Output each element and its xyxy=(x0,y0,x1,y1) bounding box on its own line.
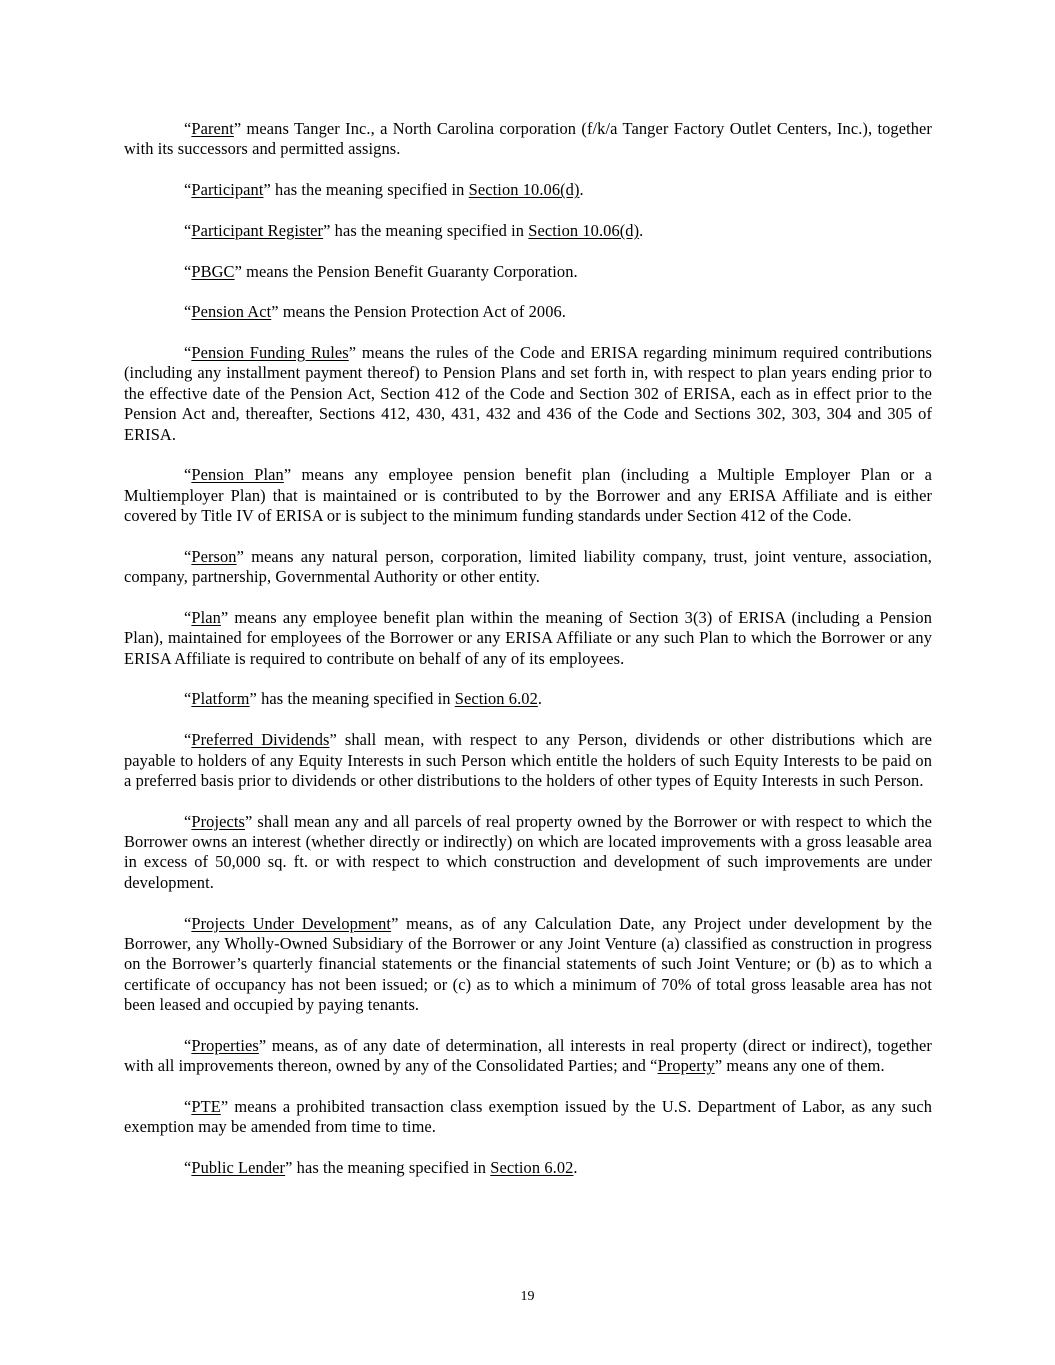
definition-paragraph xyxy=(124,343,932,445)
paragraph-text: ” means a prohibited transaction class exemption issued by the U.S. Department of Labor, as any such exemption may be amended from time to time. xyxy=(124,1096,932,1137)
paragraph-text: . xyxy=(537,689,543,709)
paragraph-text: “ xyxy=(184,1158,192,1178)
definition-paragraph xyxy=(124,914,932,1016)
definition-paragraph xyxy=(124,262,932,282)
paragraph-text: ” means the Pension Protection Act of 2006. xyxy=(271,302,566,322)
defined-term: Preferred Dividends xyxy=(191,730,330,750)
definition-paragraph xyxy=(124,689,932,709)
paragraph-text: “ xyxy=(184,689,192,709)
defined-term: Public Lender xyxy=(191,1158,286,1178)
paragraph-text: “ xyxy=(184,220,192,240)
definition-paragraph xyxy=(124,221,932,241)
paragraph-text: . xyxy=(639,220,644,240)
paragraph-text: ” has the meaning specified in xyxy=(263,180,469,200)
definition-paragraph xyxy=(124,1158,932,1178)
definition-paragraph xyxy=(124,547,932,588)
definition-paragraph xyxy=(124,180,932,200)
defined-term: Section 6.02 xyxy=(490,1158,574,1178)
paragraph-text: ” has the meaning specified in xyxy=(249,689,455,709)
defined-term: Pension Plan xyxy=(191,465,284,485)
paragraph-text: ” shall mean any and all parcels of real property owned by the Borrower or with respect to which the Borrower owns an interest (whether directly or indirectly) on which are located improvements with a gross leasable area in excess of 50,000 sq. ft. or with respect to which construction and development of such improvements are under development. xyxy=(124,811,932,892)
paragraph-text: “ xyxy=(184,342,192,362)
defined-term: Participant xyxy=(191,180,264,200)
definition-paragraph xyxy=(124,1097,932,1138)
paragraph-text: ” means, as of any Calculation Date, any Project under development by the Borrower, any Wholly-Owned Subsidiary of the Borrower or any Joint Venture (a) classified as construction in progress on the Borrower’s quarterly financial statements or the financial statements of such Joint Venture; or (b) as to which a certificate of occupancy has not been issued; or (c) as to which a minimum of 70% of total gross leasable area has not been leased and occupied by paying tenants. xyxy=(124,913,932,1015)
paragraph-text: ” has the meaning specified in xyxy=(285,1158,491,1178)
defined-term: Property xyxy=(657,1056,715,1076)
paragraph-text: “ xyxy=(184,465,192,485)
defined-term: Projects xyxy=(191,811,245,831)
paragraph-text: ” means the rules of the Code and ERISA regarding minimum required contributions (including any installment payment thereof) to Pension Plans and set forth in, with respect to plan years ending prior to the effective date of the Pension Act, Section 412 of the Code and Section 302 of ERISA, each as in effect prior to the Pension Act and, thereafter, Sections 412, 430, 431, 432 and 436 of the Code and Sections 302, 303, 304 and 305 of ERISA. xyxy=(124,342,933,444)
paragraph-text: “ xyxy=(184,607,192,627)
paragraph-text: “ xyxy=(184,119,192,138)
paragraph-text: ” has the meaning specified in xyxy=(323,220,529,240)
defined-term: Pension Act xyxy=(191,302,272,322)
definition-paragraph xyxy=(124,1036,932,1077)
defined-term: Properties xyxy=(191,1035,259,1055)
definition-paragraph xyxy=(124,465,932,526)
paragraph-text: ” shall mean, with respect to any Person, dividends or other distributions which are payable to holders of any Equity Interests in such Person which entitle the holders of such Equity Interests to be paid on a preferred basis prior to dividends or other distributions to the holders of other types of Equity Interests in such Person. xyxy=(124,730,932,790)
definition-paragraph xyxy=(124,608,932,669)
definition-paragraph xyxy=(124,302,932,322)
document-body xyxy=(124,119,932,1178)
paragraph-text: “ xyxy=(184,1035,192,1055)
paragraph-text: . xyxy=(573,1158,578,1178)
paragraph-text: ” means any natural person, corporation, limited liability company, trust, joint venture, association, company, partnership, Governmental Authority or other entity. xyxy=(124,546,932,587)
definition-paragraph xyxy=(124,119,932,160)
defined-term: Section 10.06(d) xyxy=(468,180,580,200)
defined-term: Section 10.06(d) xyxy=(528,220,640,240)
paragraph-text: ” means, as of any date of determination, all interests in real property (direct or indirect), together with all improvements thereon, owned by any of the Consolidated Parties; and “ xyxy=(124,1035,932,1076)
paragraph-text: “ xyxy=(184,913,192,933)
paragraph-text: “ xyxy=(184,261,192,281)
defined-term: Plan xyxy=(191,607,221,627)
paragraph-text: ” means Tanger Inc., a North Carolina corporation (f/k/a Tanger Factory Outlet Centers, Inc.), together with its successors and permitted assigns. xyxy=(124,119,932,159)
definition-paragraph xyxy=(124,812,932,894)
paragraph-text: ” means any employee benefit plan within the meaning of Section 3(3) of ERISA (including a Pension Plan), maintained for employees of the Borrower or any ERISA Affiliate or any such Plan to which the Borrower or any ERISA Affiliate is required to contribute on behalf of any of its employees. xyxy=(124,607,932,668)
page-number: 19 xyxy=(520,1289,535,1304)
definition-paragraph xyxy=(124,730,932,791)
paragraph-text: ” means any employee pension benefit plan (including a Multiple Employer Plan or a Multiemployer Plan) that is maintained or is contributed to by the Borrower and any ERISA Affiliate and is either covered by Title IV of ERISA or is subject to the minimum funding standards under Section 412 of the Code. xyxy=(124,465,932,526)
paragraph-text: “ xyxy=(184,180,192,200)
defined-term: Projects Under Development xyxy=(191,913,392,933)
paragraph-text: ” means the Pension Benefit Guaranty Corporation. xyxy=(234,261,578,281)
defined-term: Person xyxy=(191,546,237,566)
paragraph-text: “ xyxy=(184,730,192,750)
defined-term: PBGC xyxy=(191,261,235,281)
defined-term: Parent xyxy=(191,119,234,138)
paragraph-text: “ xyxy=(184,302,192,322)
paragraph-text: ” means any one of them. xyxy=(714,1056,885,1076)
defined-term: Section 6.02 xyxy=(454,689,538,709)
defined-term: Pension Funding Rules xyxy=(191,342,349,362)
paragraph-text: “ xyxy=(184,1096,192,1116)
paragraph-text: “ xyxy=(184,546,192,566)
defined-term: Platform xyxy=(191,689,250,709)
defined-term: Participant Register xyxy=(191,220,324,240)
paragraph-text: . xyxy=(579,180,584,200)
paragraph-text: “ xyxy=(184,811,192,831)
defined-term: PTE xyxy=(191,1096,221,1116)
